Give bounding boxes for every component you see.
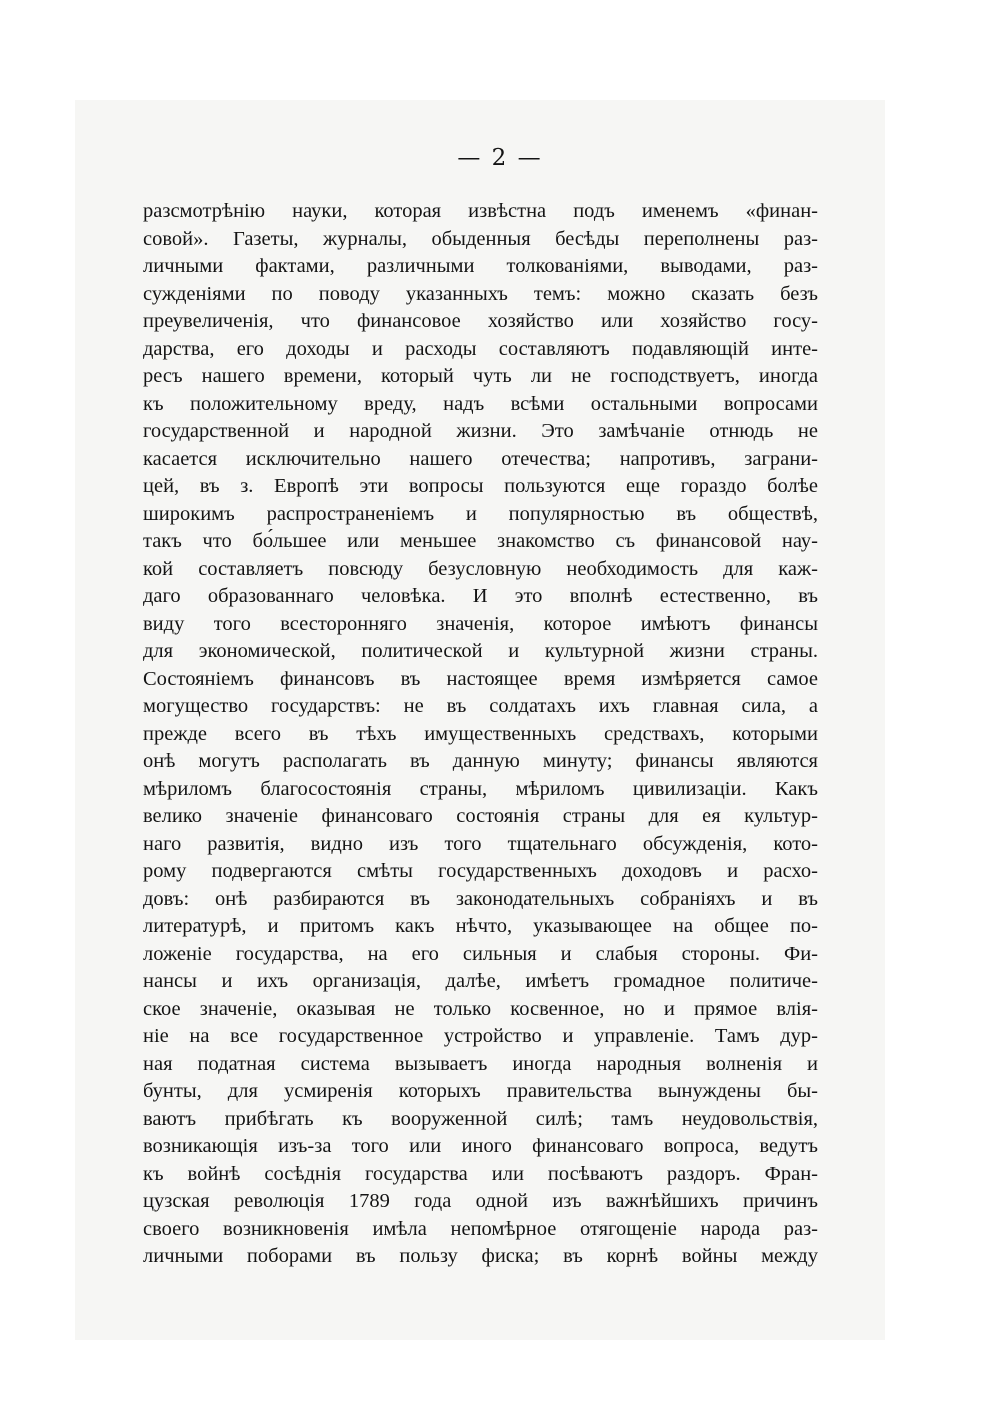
text-line: наго развитія, видно изъ того тщательнаго обсужденія, кото- xyxy=(143,832,818,855)
text-line: виду того всесторонняго значенія, которое имѣютъ финансы xyxy=(143,612,818,635)
text-line: возникающія изъ-за того или иного финансоваго вопроса, ведутъ xyxy=(143,1135,818,1157)
text-line: велико значеніе финансоваго состоянія страны для ея культур- xyxy=(143,805,818,827)
text-line: мѣриломъ благосостоянія страны, мѣриломъ цивилизаціи. Какъ xyxy=(143,777,818,800)
text-line: кой составляетъ повсюду безусловную необходимость для каж- xyxy=(143,557,818,580)
text-line: литературѣ, и притомъ какъ нѣчто, указывающее на общее по- xyxy=(143,915,818,937)
text-line: даго образованнаго человѣка. И это вполнѣ естественно, въ xyxy=(143,585,818,607)
text-line: своего возникновенія имѣла непомѣрное отягощеніе народа раз- xyxy=(143,1217,818,1240)
text-line: дарства, его доходы и расходы составляютъ подавляющій инте- xyxy=(143,337,818,360)
page-number: — 2 — xyxy=(457,145,543,171)
text-line: могущество государствъ: не въ солдатахъ ихъ главная сила, а xyxy=(143,695,818,717)
text-line: ніе на все государственное устройство и управленіе. Тамъ дур- xyxy=(143,1025,818,1047)
text-line: касается исключительно нашего отечества; напротивъ, заграни- xyxy=(143,447,818,470)
text-line: цузская революція 1789 года одной изъ важнѣйшихъ причинъ xyxy=(143,1190,818,1212)
text-line: прежде всего въ тѣхъ имущественныхъ средствахъ, которыми xyxy=(143,722,818,745)
text-line: къ положительному вреду, надъ всѣми остальными вопросами xyxy=(143,392,818,415)
text-line: ресъ нашего времени, который чуть ли не господствуетъ, иногда xyxy=(143,365,818,387)
text-line: нансы и ихъ организація, далѣе, имѣетъ громадное политиче- xyxy=(143,970,818,992)
text-line: разсмотрѣнію науки, которая извѣстна подъ именемъ «финан- xyxy=(143,200,818,222)
text-line: государственной и народной жизни. Это замѣчаніе отнюдь не xyxy=(143,420,818,442)
text-line: довъ: онѣ разбираются въ законодательныхъ собраніяхъ и въ xyxy=(143,887,818,910)
text-line: для экономической, политической и культурной жизни страны. xyxy=(143,640,818,662)
text-line: ложеніе государства, на его сильныя и слабыя стороны. Фи- xyxy=(143,942,818,965)
text-line: сужденіями по поводу указанныхъ темъ: можно сказать безъ xyxy=(143,282,818,305)
text-line: къ войнѣ сосѣднія государства или посѣваютъ раздоръ. Фран- xyxy=(143,1162,818,1185)
text-line: широкимъ распространеніемъ и популярностью въ обществѣ, xyxy=(143,502,818,525)
text-line: рому подвергаются смѣты государственныхъ доходовъ и расхо- xyxy=(143,860,818,882)
text-line: ная податная система вызываетъ иногда народныя волненія и xyxy=(143,1052,818,1075)
text-line: ваютъ прибѣгать къ вооруженной силѣ; тамъ неудовольствія, xyxy=(143,1107,818,1130)
text-line: личными фактами, различными толкованіями, выводами, раз- xyxy=(143,255,818,277)
text-line: ское значеніе, оказывая не только косвенное, но и прямое влія- xyxy=(143,997,818,1020)
text-line: Состояніемъ финансовъ въ настоящее время измѣряется самое xyxy=(143,667,818,690)
text-line: цей, въ з. Европѣ эти вопросы пользуются еще гораздо болѣе xyxy=(143,475,818,497)
text-line: такъ что бо́льшее или меньшее знакомство съ финансовой нау- xyxy=(143,530,818,552)
text-line: личными поборами въ пользу фиска; въ корнѣ войны между xyxy=(143,1245,818,1267)
text-line: преувеличенія, что финансовое хозяйство или хозяйство госу- xyxy=(143,310,818,332)
text-line: бунты, для усмиренія которыхъ правительства вынуждены бы- xyxy=(143,1080,818,1102)
body-text xyxy=(143,198,818,1271)
text-line: совой». Газеты, журналы, обыденныя бесѣды переполнены раз- xyxy=(143,227,818,250)
text-line: онѣ могутъ располагать въ данную минуту; финансы являются xyxy=(143,750,818,772)
